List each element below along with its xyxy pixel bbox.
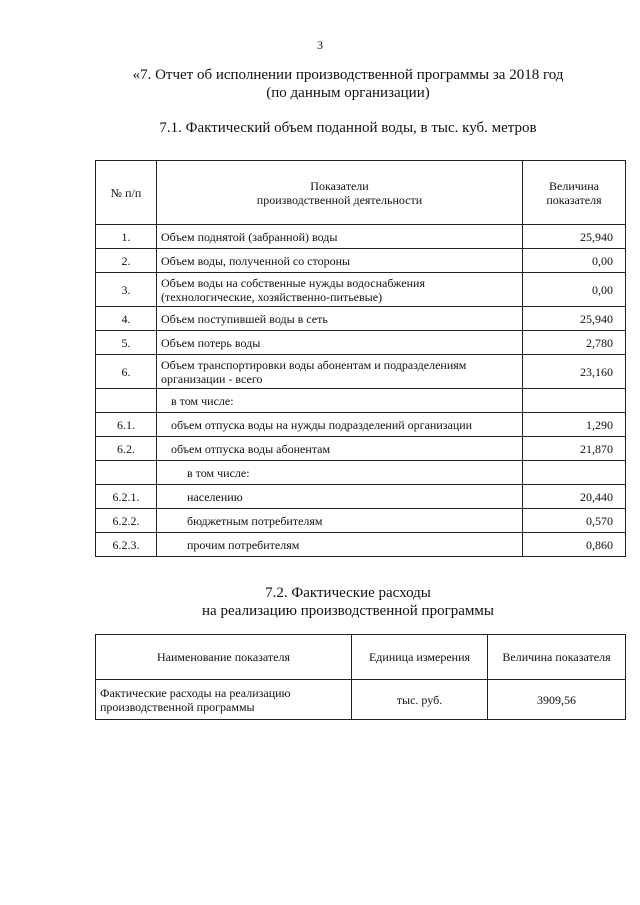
table-row (96, 273, 626, 307)
row-value: 0,570 (523, 509, 626, 533)
row-label: Объем поднятой (забранной) воды (157, 225, 523, 249)
header-unit: Единица измерения (352, 635, 488, 680)
table-row (96, 355, 626, 389)
row-num: 6.1. (96, 413, 157, 437)
header-value (523, 161, 626, 225)
row-label: объем отпуска воды абонентам (157, 437, 523, 461)
row-value: 2,780 (523, 331, 626, 355)
row-label: прочим потребителям (157, 533, 523, 557)
table-header-row (96, 635, 626, 680)
row-label: Объем воды на собственные нужды водоснабжения (технологические, хозяйственно-питьевые) (157, 273, 523, 307)
section-1-title: 7.1. Фактический объем поданной воды, в тыс. куб. метров (159, 120, 537, 136)
row-value: 25,940 (523, 307, 626, 331)
row-num: 6.2.2. (96, 509, 157, 533)
report-title: «7. Отчет об исполнении производственной программы за 2018 год (132, 67, 564, 83)
row-value: 0,00 (523, 273, 626, 307)
table-row (96, 485, 626, 509)
header-value-line1: Величина (549, 178, 599, 193)
row-num: 3. (96, 273, 157, 307)
row-label: Объем транспортировки воды абонентам и подразделениям организации - всего (157, 355, 523, 389)
table-header-row (96, 161, 626, 225)
table-row (96, 437, 626, 461)
table-row (96, 249, 626, 273)
row-label: Объем воды, полученной со стороны (157, 249, 523, 273)
header-value: Величина показателя (488, 635, 626, 680)
row-num (96, 461, 157, 485)
row-num: 5. (96, 331, 157, 355)
table-row (96, 225, 626, 249)
row-label: Объем поступившей воды в сеть (157, 307, 523, 331)
table-row (96, 509, 626, 533)
row-num: 6. (96, 355, 157, 389)
row-value: 25,940 (523, 225, 626, 249)
report-subtitle: (по данным организации) (266, 85, 430, 101)
header-num: № п/п (96, 161, 157, 225)
row-label: объем отпуска воды на нужды подразделений организации (157, 413, 523, 437)
table-row (96, 413, 626, 437)
row-value (523, 389, 626, 413)
expense-name: Фактические расходы на реализацию производственной программы (96, 680, 352, 720)
row-num: 6.2. (96, 437, 157, 461)
page-number: 3 (317, 38, 323, 52)
row-num: 6.2.3. (96, 533, 157, 557)
row-value: 23,160 (523, 355, 626, 389)
header-indicator (157, 161, 523, 225)
water-volume-table (95, 160, 626, 557)
row-value: 21,870 (523, 437, 626, 461)
table-row (96, 533, 626, 557)
row-num: 6.2.1. (96, 485, 157, 509)
expenses-table (95, 634, 626, 720)
table-row (96, 307, 626, 331)
row-value: 1,290 (523, 413, 626, 437)
table-row (96, 680, 626, 720)
row-label: Объем потерь воды (157, 331, 523, 355)
row-label: населению (157, 485, 523, 509)
row-num: 4. (96, 307, 157, 331)
expense-value: 3909,56 (488, 680, 626, 720)
row-num: 2. (96, 249, 157, 273)
table-row (96, 331, 626, 355)
header-name: Наименование показателя (96, 635, 352, 680)
row-label: в том числе: (157, 389, 523, 413)
header-value-line2: показателя (546, 192, 602, 207)
row-num: 1. (96, 225, 157, 249)
header-indicator-line1: Показатели (310, 178, 369, 193)
section-2-subtitle: на реализацию производственной программы (202, 603, 494, 619)
row-value: 20,440 (523, 485, 626, 509)
row-value: 0,00 (523, 249, 626, 273)
row-value (523, 461, 626, 485)
row-label: бюджетным потребителям (157, 509, 523, 533)
expense-unit: тыс. руб. (352, 680, 488, 720)
row-value: 0,860 (523, 533, 626, 557)
table-row (96, 389, 626, 413)
row-label: в том числе: (157, 461, 523, 485)
table-row (96, 461, 626, 485)
row-num (96, 389, 157, 413)
section-2-title: 7.2. Фактические расходы (265, 585, 431, 601)
header-indicator-line2: производственной деятельности (256, 192, 423, 207)
